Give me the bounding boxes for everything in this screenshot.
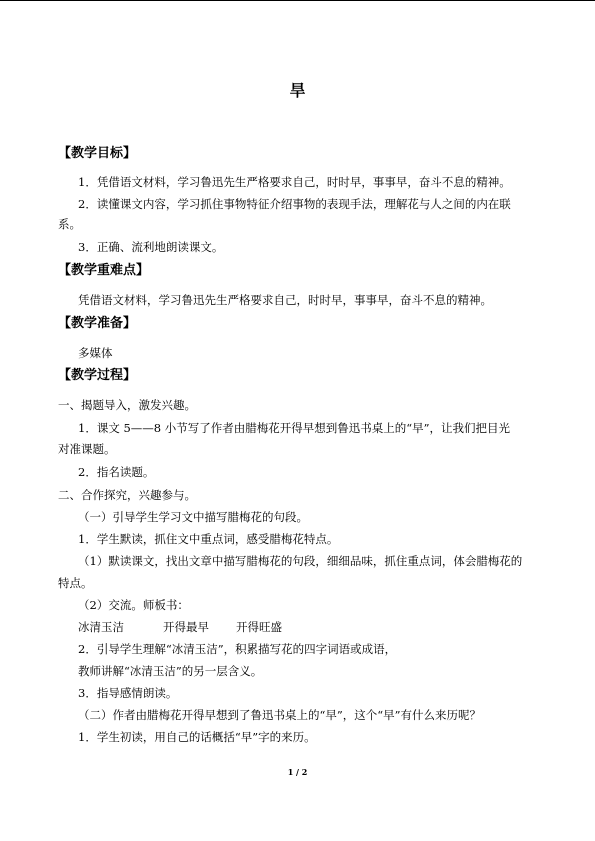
process-line-2: 1．课文 5——8 小节写了作者由腊梅花开得早想到鲁迅书桌上的“早”，让我们把目光 <box>78 421 511 435</box>
board-word-2: 开得最早 <box>163 620 209 634</box>
process-line-1: 一、揭题导入，激发兴趣。 <box>58 398 196 412</box>
heading-goals: 【教学目标】 <box>58 146 137 161</box>
top-rule <box>0 0 595 1</box>
process-line-13: 1．学生初读，用自己的话概括“早”字的来历。 <box>78 730 316 744</box>
heading-preparation: 【教学准备】 <box>58 316 137 331</box>
process-line-3: 2．指名读题。 <box>78 465 155 479</box>
key-point-line: 凭借语文材料，学习鲁迅先生严格要求自己，时时早，事事早，奋斗不息的精神。 <box>78 293 492 307</box>
process-line-11: 3．指导感情朗读。 <box>78 686 178 700</box>
process-line-2-cont: 对准课题。 <box>58 442 116 456</box>
process-line-10: 教师讲解“冰清玉洁”的另一层含义。 <box>78 664 263 678</box>
goal-line-2: 2．读懂课文内容，学习抓住事物特征介绍事物的表现手法，理解花与人之间的内在联 <box>78 197 511 211</box>
process-line-12: （二）作者由腊梅花开得早想到了鲁迅书桌上的“早”，这个“早”有什么来历呢？ <box>78 708 482 722</box>
heading-process: 【教学过程】 <box>58 368 137 383</box>
board-word-1: 冰清玉洁 <box>78 620 124 634</box>
board-word-3: 开得旺盛 <box>236 620 282 634</box>
goal-line-1: 1．凭借语文材料，学习鲁迅先生严格要求自己，时时早，事事早，奋斗不息的精神。 <box>78 175 511 189</box>
process-line-4: 二、合作探究，兴趣参与。 <box>58 488 196 502</box>
process-line-6: 1．学生默读，抓住文中重点词，感受腊梅花特点。 <box>78 532 339 546</box>
process-line-8: （2）交流。师板书： <box>78 598 189 612</box>
preparation-line: 多媒体 <box>78 346 113 360</box>
process-line-5: （一）引导学生学习文中描写腊梅花的句段。 <box>78 510 308 524</box>
process-line-9: 2．引导学生理解“冰清玉洁”，积累描写花的四字词语或成语， <box>78 642 397 656</box>
process-line-7-cont: 特点。 <box>58 576 93 590</box>
goal-line-2-cont: 系。 <box>58 217 81 231</box>
document-title: 旱 <box>289 81 306 100</box>
goal-line-3: 3．正确、流利地朗读课文。 <box>78 240 224 254</box>
heading-key-points: 【教学重难点】 <box>58 263 150 278</box>
page-number: 1 / 2 <box>287 767 308 777</box>
process-line-7: （1）默读课文，找出文章中描写腊梅花的句段，细细品味，抓住重点词，体会腊梅花的 <box>78 554 523 568</box>
